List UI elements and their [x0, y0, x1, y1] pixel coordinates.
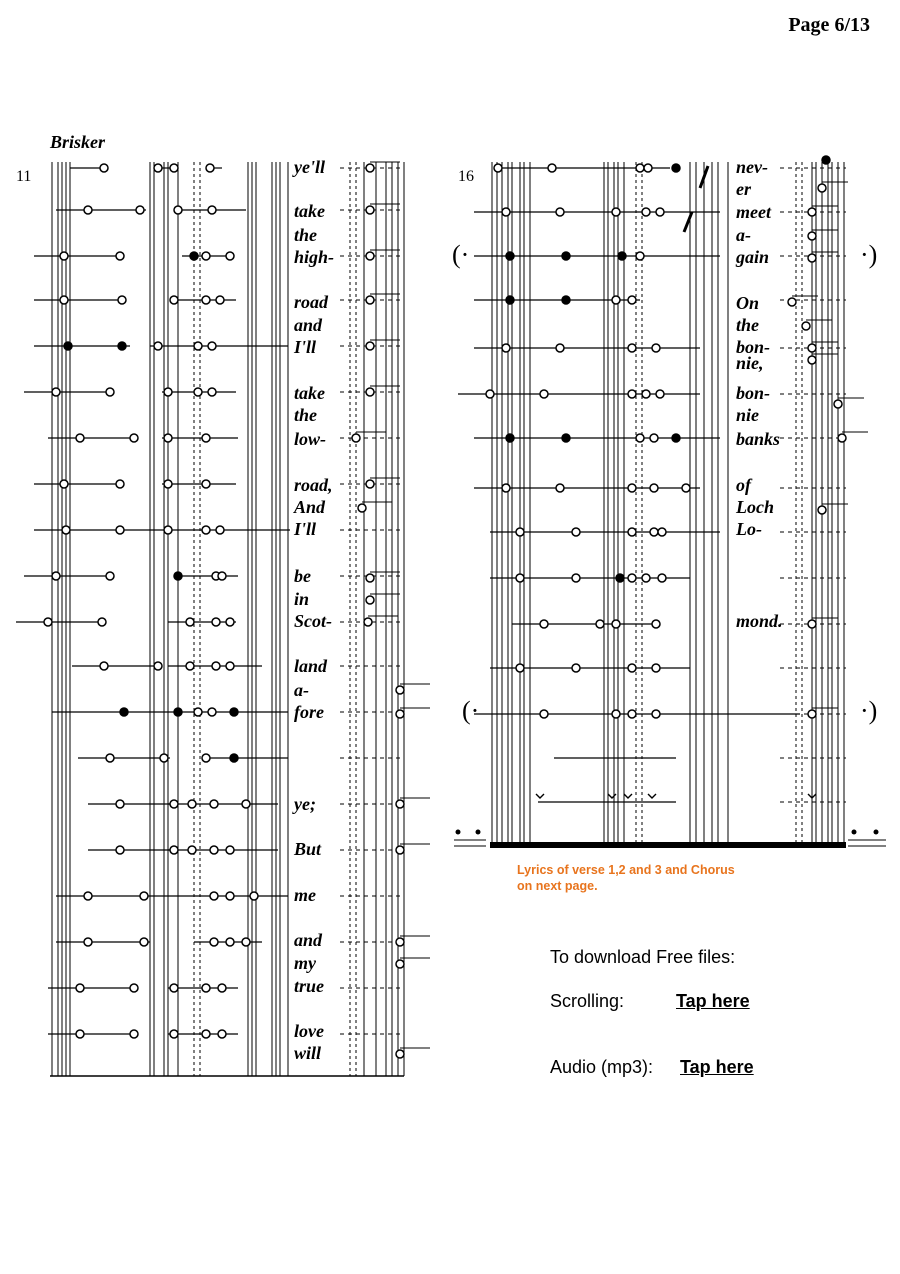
open-note	[644, 164, 652, 172]
open-note	[658, 528, 666, 536]
open-note	[818, 506, 826, 514]
open-note	[84, 892, 92, 900]
open-note	[218, 572, 226, 580]
open-note	[174, 206, 182, 214]
open-note	[636, 434, 644, 442]
filled-note	[230, 708, 238, 716]
open-note	[658, 574, 666, 582]
lyric-word: take	[294, 383, 325, 403]
open-note	[366, 480, 374, 488]
open-note	[250, 892, 258, 900]
lyric-word: I'll	[294, 337, 317, 357]
filled-note	[64, 342, 72, 350]
lyric-word: and	[294, 315, 323, 335]
open-note	[186, 662, 194, 670]
open-note	[650, 528, 658, 536]
lyric-word: Loch	[736, 497, 774, 517]
open-note	[628, 528, 636, 536]
open-note	[366, 164, 374, 172]
repeat-close-bottom: ·)	[860, 696, 878, 725]
open-note	[60, 296, 68, 304]
lyric-word: land	[294, 656, 328, 676]
lyric-word: me	[294, 885, 316, 905]
lyric-word: And	[294, 497, 326, 517]
repeat-dot	[456, 830, 461, 835]
open-note	[216, 526, 224, 534]
filled-note	[562, 296, 570, 304]
lyric-word: Lo-	[736, 519, 762, 539]
measure-number-left: 11	[16, 168, 32, 185]
open-note	[556, 484, 564, 492]
open-note	[494, 164, 502, 172]
open-note	[226, 618, 234, 626]
filled-note	[618, 252, 626, 260]
open-note	[170, 164, 178, 172]
open-note	[628, 574, 636, 582]
open-note	[208, 388, 216, 396]
turn-mark	[608, 794, 616, 798]
open-note	[98, 618, 106, 626]
open-note	[194, 342, 202, 350]
open-note	[202, 252, 210, 260]
open-note	[100, 164, 108, 172]
repeat-open-bottom: (·	[462, 696, 480, 725]
open-note	[366, 388, 374, 396]
open-note	[116, 480, 124, 488]
open-note	[834, 400, 842, 408]
open-note	[366, 206, 374, 214]
open-note	[502, 484, 510, 492]
open-note	[516, 574, 524, 582]
open-note	[396, 1050, 404, 1058]
lyric-word: will	[294, 1043, 322, 1063]
open-note	[140, 892, 148, 900]
open-note	[652, 620, 660, 628]
filled-note	[562, 252, 570, 260]
open-note	[100, 662, 108, 670]
open-note	[572, 574, 580, 582]
open-note	[106, 388, 114, 396]
lyric-word: bon-	[736, 337, 771, 357]
open-note	[170, 984, 178, 992]
open-note	[212, 662, 220, 670]
lyric-word: take	[294, 201, 325, 221]
lyric-word: of	[736, 475, 751, 495]
open-note	[656, 390, 664, 398]
open-note	[652, 344, 660, 352]
open-note	[516, 664, 524, 672]
open-note	[76, 434, 84, 442]
open-note	[202, 1030, 210, 1038]
open-note	[396, 938, 404, 946]
open-note	[396, 960, 404, 968]
tempo-marking: Brisker	[50, 132, 106, 152]
open-note	[642, 390, 650, 398]
open-note	[84, 206, 92, 214]
open-note	[164, 526, 172, 534]
repeat-open-top: (·	[452, 240, 470, 269]
open-note	[636, 164, 644, 172]
open-note	[44, 618, 52, 626]
open-note	[612, 710, 620, 718]
open-note	[838, 434, 846, 442]
open-note	[202, 296, 210, 304]
lyric-word: true	[294, 976, 325, 996]
open-note	[642, 574, 650, 582]
open-note	[788, 298, 796, 306]
lyrics-notice	[517, 862, 735, 894]
open-note	[202, 526, 210, 534]
open-note	[808, 356, 816, 364]
open-note	[130, 434, 138, 442]
notice-line: on next page.	[517, 879, 598, 893]
open-note	[802, 322, 810, 330]
open-note	[116, 846, 124, 854]
open-note	[366, 296, 374, 304]
open-note	[656, 208, 664, 216]
lyric-word: low-	[294, 429, 327, 449]
filled-note	[120, 708, 128, 716]
open-note	[76, 1030, 84, 1038]
open-note	[226, 892, 234, 900]
audio-link[interactable]: Tap here	[680, 1057, 754, 1077]
open-note	[650, 484, 658, 492]
open-note	[210, 800, 218, 808]
open-note	[628, 296, 636, 304]
lyric-word: nev-	[736, 157, 768, 177]
lyric-word: ye'll	[294, 157, 325, 177]
open-note	[808, 254, 816, 262]
page-number: Page 6/13	[788, 14, 870, 36]
open-note	[118, 296, 126, 304]
open-note	[52, 388, 60, 396]
open-note	[572, 528, 580, 536]
lyric-word: high-	[294, 247, 335, 267]
open-note	[206, 164, 214, 172]
open-note	[130, 1030, 138, 1038]
open-note	[154, 342, 162, 350]
lyric-word: banks	[736, 429, 781, 449]
open-note	[52, 572, 60, 580]
open-note	[164, 480, 172, 488]
open-note	[808, 710, 816, 718]
open-note	[540, 620, 548, 628]
open-note	[62, 526, 70, 534]
open-note	[556, 344, 564, 352]
open-note	[628, 664, 636, 672]
open-note	[170, 296, 178, 304]
lyric-word: fore	[294, 702, 324, 722]
open-note	[208, 342, 216, 350]
audio-label: Audio (mp3):	[550, 1057, 654, 1077]
open-note	[808, 620, 816, 628]
open-note	[164, 434, 172, 442]
lyric-word: bon-	[736, 383, 771, 403]
open-note	[226, 846, 234, 854]
grace-stroke	[684, 212, 692, 232]
open-note	[516, 528, 524, 536]
open-note	[366, 574, 374, 582]
open-note	[170, 1030, 178, 1038]
open-note	[628, 484, 636, 492]
open-note	[652, 710, 660, 718]
open-note	[818, 184, 826, 192]
filled-note	[616, 574, 624, 582]
filled-note	[672, 164, 680, 172]
open-note	[642, 208, 650, 216]
open-note	[636, 252, 644, 260]
open-note	[808, 232, 816, 240]
open-note	[140, 938, 148, 946]
open-note	[366, 342, 374, 350]
filled-note	[506, 252, 514, 260]
open-note	[208, 708, 216, 716]
open-note	[612, 296, 620, 304]
download-heading: To download Free files:	[550, 947, 736, 967]
turn-mark	[536, 794, 544, 798]
open-note	[202, 434, 210, 442]
lyric-word: Scot-	[294, 611, 332, 631]
open-note	[366, 252, 374, 260]
lyric-word: meet	[736, 202, 771, 222]
open-note	[154, 662, 162, 670]
lyric-word: my	[294, 953, 316, 973]
lyric-word: a-	[294, 680, 309, 700]
open-note	[218, 1030, 226, 1038]
open-note	[486, 390, 494, 398]
lyric-word: the	[736, 315, 760, 335]
open-note	[628, 390, 636, 398]
lyric-word: ye;	[294, 794, 316, 814]
open-note	[572, 664, 580, 672]
open-note	[596, 620, 604, 628]
open-note	[628, 710, 636, 718]
open-note	[226, 252, 234, 260]
open-note	[164, 388, 172, 396]
lyric-word: But	[294, 839, 322, 859]
lyric-word: love	[294, 1021, 324, 1041]
open-note	[210, 846, 218, 854]
open-note	[60, 252, 68, 260]
lyric-word: road,	[294, 475, 333, 495]
open-note	[652, 664, 660, 672]
open-note	[808, 208, 816, 216]
open-note	[194, 388, 202, 396]
lyric-word: road	[294, 292, 329, 312]
notice-line: Lyrics of verse 1,2 and 3 and Chorus	[517, 863, 735, 877]
lyric-word: nie	[736, 405, 760, 425]
open-note	[202, 984, 210, 992]
open-note	[60, 480, 68, 488]
open-note	[364, 618, 372, 626]
open-note	[502, 208, 510, 216]
open-note	[202, 480, 210, 488]
open-note	[808, 344, 816, 352]
open-note	[186, 618, 194, 626]
filled-note	[672, 434, 680, 442]
open-note	[212, 618, 220, 626]
lyric-word: I'll	[294, 519, 317, 539]
open-note	[210, 938, 218, 946]
repeat-close-top: ·)	[860, 240, 878, 269]
open-note	[106, 572, 114, 580]
lyric-word: the	[294, 405, 318, 425]
open-note	[612, 208, 620, 216]
open-note	[548, 164, 556, 172]
open-note	[170, 846, 178, 854]
filled-note	[230, 754, 238, 762]
repeat-dot	[874, 830, 879, 835]
open-note	[188, 800, 196, 808]
open-note	[226, 938, 234, 946]
open-note	[130, 984, 138, 992]
filled-note	[562, 434, 570, 442]
open-note	[352, 434, 360, 442]
open-note	[160, 754, 168, 762]
open-note	[188, 846, 196, 854]
turn-mark	[624, 794, 632, 798]
lyric-word: in	[294, 589, 310, 609]
scrolling-label: Scrolling:	[550, 991, 625, 1011]
lyric-word: mond.	[736, 611, 783, 631]
open-note	[218, 984, 226, 992]
open-note	[76, 984, 84, 992]
open-note	[116, 800, 124, 808]
open-note	[556, 208, 564, 216]
turn-mark	[648, 794, 656, 798]
filled-note	[174, 572, 182, 580]
filled-note	[506, 296, 514, 304]
open-note	[242, 800, 250, 808]
filled-note	[506, 434, 514, 442]
lyric-word: gain	[736, 247, 770, 267]
lyric-word: er	[736, 179, 751, 199]
open-note	[358, 504, 366, 512]
open-note	[242, 938, 250, 946]
repeat-dot	[852, 830, 857, 835]
open-note	[208, 206, 216, 214]
open-note	[106, 754, 114, 762]
open-note	[84, 938, 92, 946]
open-note	[202, 754, 210, 762]
open-note	[136, 206, 144, 214]
lyric-word: the	[294, 225, 318, 245]
open-note	[116, 526, 124, 534]
scrolling-link[interactable]: Tap here	[676, 991, 750, 1011]
lyric-word: a-	[736, 225, 751, 245]
open-note	[396, 686, 404, 694]
lyric-word: On	[736, 293, 760, 313]
open-note	[396, 846, 404, 854]
open-note	[216, 296, 224, 304]
lyric-word: nie,	[736, 353, 764, 373]
open-note	[540, 710, 548, 718]
open-note	[154, 164, 162, 172]
filled-note	[190, 252, 198, 260]
open-note	[396, 800, 404, 808]
open-note	[628, 344, 636, 352]
open-note	[682, 484, 690, 492]
open-note	[170, 800, 178, 808]
open-note	[194, 708, 202, 716]
filled-note	[174, 708, 182, 716]
lyric-word: be	[294, 566, 311, 586]
open-note	[502, 344, 510, 352]
open-note	[396, 710, 404, 718]
open-note	[226, 662, 234, 670]
lyric-word: and	[294, 930, 323, 950]
measure-number-right: 16	[458, 168, 474, 185]
final-barline	[490, 842, 846, 848]
open-note	[650, 434, 658, 442]
filled-note	[822, 156, 830, 164]
filled-note	[118, 342, 126, 350]
open-note	[612, 620, 620, 628]
open-note	[540, 390, 548, 398]
open-note	[210, 892, 218, 900]
open-note	[116, 252, 124, 260]
repeat-dot	[476, 830, 481, 835]
open-note	[366, 596, 374, 604]
